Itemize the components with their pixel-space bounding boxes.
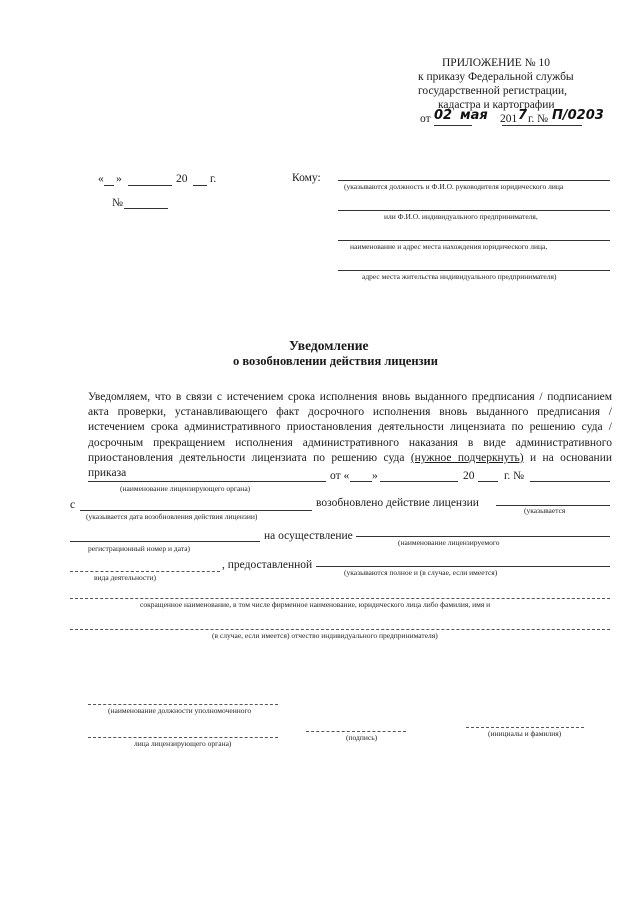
order-year: 20: [463, 470, 475, 482]
to-hint-name: или Ф.И.О. индивидуального предпринимателя,: [384, 212, 538, 221]
hint-resume-date: (указывается дата возобновления действия лицензии): [86, 512, 258, 521]
document-title: Уведомление: [289, 338, 369, 353]
to-hint-position: (указываются должность и Ф.И.О. руководителя юридического лица: [344, 182, 564, 191]
to-hint-residence: адрес места жительства индивидуального предпринимателя): [362, 272, 557, 281]
header-year-prefix: 20: [176, 173, 188, 185]
appendix-number: П/0203: [552, 108, 604, 123]
to-hint-address: наименование и адрес места нахождения юридического лица,: [350, 242, 548, 251]
hint-full-name: (указываются полное и (в случае, если имеется): [344, 568, 498, 577]
appendix-date-year: 201: [500, 113, 518, 125]
document-subtitle: о возобновлении действия лицензии: [233, 354, 438, 368]
appendix-date-g: г. №: [528, 113, 549, 125]
appendix-order-line: к приказу Федеральной службы: [418, 71, 574, 83]
hint-initials: (инициалы и фамилия): [488, 729, 562, 738]
header-close-quote: »: [116, 173, 122, 185]
provided-label: , предоставленной: [222, 559, 313, 571]
notice-paragraph: [88, 390, 612, 481]
notice-underlined: (нужное подчеркнуть): [410, 451, 524, 464]
appendix-date-prefix: от: [420, 113, 431, 125]
hint-patronymic: (в случае, если имеется) отчество индивидуального предпринимателя): [212, 631, 438, 640]
header-number-label: №: [112, 197, 123, 209]
header-open-quote: «: [98, 173, 104, 185]
hint-official-position: (наименование должности уполномоченного: [108, 706, 252, 715]
notice-text-end: и на основании приказа: [88, 451, 613, 480]
hint-indicated: (указывается: [524, 506, 566, 515]
hint-reg-number: регистрационный номер и дата): [88, 544, 191, 553]
notice-text: Уведомляем, что в связи с истечением срока исполнения вновь выданного предписания / подписанием акта проверки, устанавливающего факт досрочного исполнения вновь выданного предписания / истечением срока административного приостановления деятельности лицензиата по решению суда / досрочным прекращением исполнения административного наказания в виде административного приостановления деятельности лицензиата по решению суда: [88, 391, 612, 464]
appendix-date-year-hw: 7: [518, 108, 528, 123]
hint-official-organ: лица лицензирующего органа): [134, 739, 232, 748]
order-number-label: г. №: [504, 470, 525, 482]
appendix-date-month: мая: [460, 108, 488, 123]
hint-abbrev-name: сокращенное наименование, в том числе фирменное наименование, юридического лица либо фамилия, имя и: [140, 600, 491, 609]
order-close: »: [372, 470, 378, 482]
appendix-date-day: 02: [434, 108, 453, 123]
header-year-suffix: г.: [210, 173, 217, 185]
to-label: Кому:: [292, 172, 321, 184]
appendix-date-line: [420, 110, 620, 130]
appendix-cadastre-line: кадастра и картографии: [438, 99, 555, 111]
order-from: от «: [330, 470, 350, 482]
appendix-service-line: государственной регистрации,: [418, 85, 568, 97]
appendix-title: ПРИЛОЖЕНИЕ № 10: [442, 57, 551, 69]
hint-signature: (подпись): [346, 733, 378, 742]
hint-licensed: (наименование лицензируемого: [398, 538, 500, 547]
hint-organ-name: (наименование лицензирующего органа): [120, 484, 251, 493]
from-label: с: [70, 499, 76, 511]
hint-activity: вида деятельности): [94, 573, 157, 582]
for-label: на осуществление: [264, 530, 353, 542]
resumed-label: возобновлено действие лицензии: [316, 497, 479, 509]
